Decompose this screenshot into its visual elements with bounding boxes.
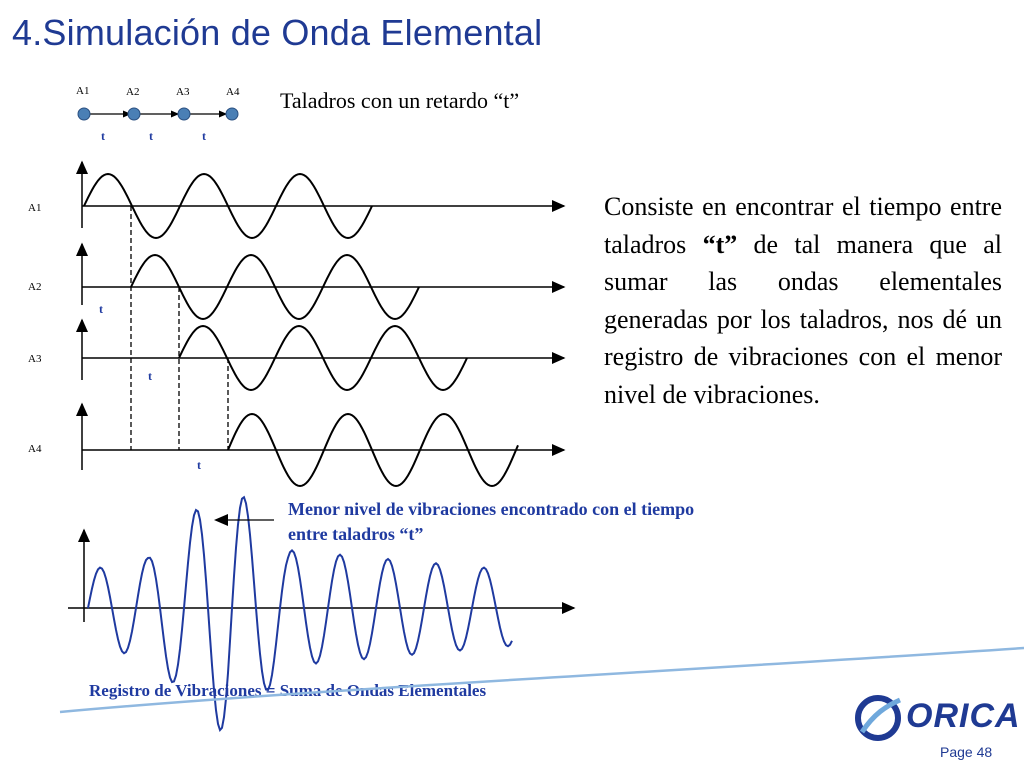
hole-dot-a3 [178, 108, 190, 120]
sum-axes [68, 530, 574, 622]
caption: Registro de Vibraciones = Suma de Ondas Elementales [89, 681, 487, 700]
row-label-a1: A1 [28, 202, 42, 214]
hole-label-a4: A4 [226, 86, 240, 98]
hole-label-a2: A2 [126, 86, 140, 98]
description-t-emphasis: “t” [702, 229, 738, 259]
delay-label-2: t [149, 129, 153, 143]
row-label-a3: A3 [28, 353, 42, 365]
description-part-1: Consiste en encontrar el tiempo entre taladros [604, 192, 1002, 259]
row-delay-t-a2: t [99, 302, 103, 316]
subtitle: Taladros con un retardo “t” [280, 88, 520, 113]
hole-dot-a2 [128, 108, 140, 120]
row-delay-t-a4: t [197, 458, 201, 472]
callout-text: Menor nivel de vibraciones encontrado con el tiempo entre taladros “t” [288, 499, 695, 544]
description-part-3: de tal manera que al sumar las ondas elementales generadas por los taladros, nos dé un registro de vibraciones con el menor nivel de vibraciones. [604, 229, 1002, 409]
page-number: Page 48 [940, 744, 993, 760]
hole-dot-a1 [78, 108, 90, 120]
row-label-a4: A4 [28, 443, 42, 455]
slide-title: 4.Simulación de Onda Elemental [12, 12, 543, 53]
hole-sequence [76, 85, 240, 143]
hole-dot-a4 [226, 108, 238, 120]
hole-label-a1: A1 [76, 85, 90, 97]
row-delay-t-a3: t [148, 369, 152, 383]
elemental-waves [84, 174, 518, 486]
delay-label-3: t [202, 129, 206, 143]
hole-label-a3: A3 [176, 86, 190, 98]
callout-arrow [214, 514, 274, 526]
sum-wave [88, 497, 512, 730]
orica-logo-text: ORICA [906, 697, 1021, 735]
row-label-a2: A2 [28, 281, 42, 293]
row-axes [82, 162, 564, 470]
delay-label-1: t [101, 129, 105, 143]
delay-lines [131, 206, 228, 450]
